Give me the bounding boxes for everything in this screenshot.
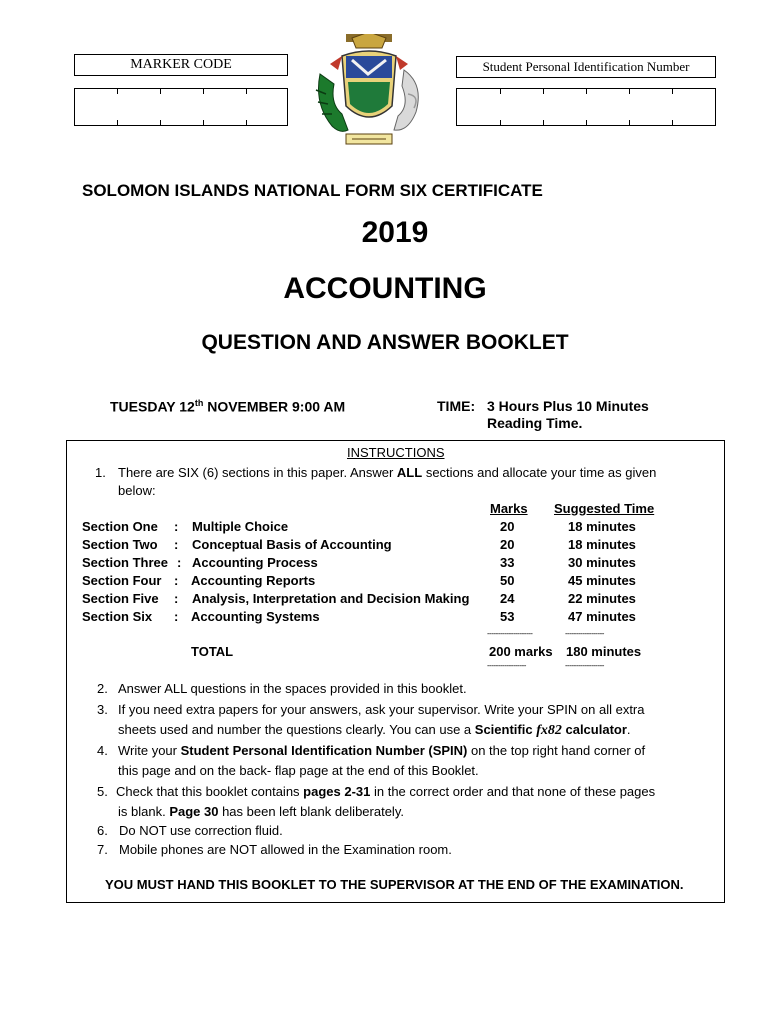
section-title: Accounting Process: [192, 555, 318, 570]
marker-code-field[interactable]: [74, 88, 288, 126]
section-marks: 24: [500, 591, 515, 606]
section-colon: :: [174, 537, 179, 552]
instruction-3-cont: sheets used and number the questions clearly. You can use a Scientific fx82 calculator.: [118, 722, 631, 738]
instruction-3-number: 3.: [97, 702, 108, 717]
instruction-4: Write your Student Personal Identification Number (SPIN) on the top right hand corner of: [118, 743, 646, 758]
instruction-5-cont: is blank. Page 30 has been left blank deliberately.: [118, 804, 404, 819]
spin-label: Student Personal Identification Number: [456, 56, 716, 78]
instruction-1: There are SIX (6) sections in this paper. Answer ALL sections and allocate your time as given: [118, 465, 657, 480]
instruction-1-cont: below:: [118, 483, 156, 498]
section-marks: 20: [500, 519, 515, 534]
instruction-4-number: 4.: [97, 743, 108, 758]
section-title: Accounting Systems: [191, 609, 320, 624]
section-time: 18 minutes: [568, 519, 636, 534]
section-name: Section Three: [82, 555, 168, 570]
instruction-3: If you need extra papers for your answers, ask your supervisor. Write your SPIN on all extra: [118, 702, 645, 717]
total-label: TOTAL: [191, 644, 234, 659]
section-time: 47 minutes: [568, 609, 636, 624]
section-colon: :: [174, 591, 179, 606]
marks-separator: ------------------: [487, 661, 526, 670]
total-marks: 200 marks: [489, 644, 553, 659]
marks-separator: ---------------------: [487, 629, 533, 638]
section-title: Analysis, Interpretation and Decision Making: [192, 591, 470, 606]
section-title: Multiple Choice: [192, 519, 289, 534]
section-marks: 50: [500, 573, 515, 588]
section-name: Section Four: [82, 573, 162, 588]
marks-column-header: Marks: [490, 501, 528, 516]
section-time: 22 minutes: [568, 591, 636, 606]
instruction-6-number: 6.: [97, 823, 108, 838]
section-name: Section One: [82, 519, 158, 534]
instruction-1-number: 1.: [95, 465, 106, 480]
booklet-title: QUESTION AND ANSWER BOOKLET: [201, 331, 569, 354]
subject-title: ACCOUNTING: [283, 272, 487, 305]
spin-field[interactable]: [456, 88, 716, 126]
instructions-box: [66, 440, 725, 903]
section-time: 18 minutes: [568, 537, 636, 552]
instruction-2: Answer ALL questions in the spaces provided in this booklet.: [118, 681, 467, 696]
total-time: 180 minutes: [566, 644, 642, 659]
section-colon: :: [174, 573, 179, 588]
section-marks: 53: [500, 609, 515, 624]
marker-code-label: MARKER CODE: [74, 54, 288, 76]
section-title: Conceptual Basis of Accounting: [192, 537, 392, 552]
section-marks: 20: [500, 537, 515, 552]
exam-date: TUESDAY 12th NOVEMBER 9:00 AM: [110, 398, 346, 415]
exam-duration: 3 Hours Plus 10 Minutes Reading Time.: [487, 398, 649, 431]
exam-year: 2019: [361, 216, 429, 249]
instruction-5: Check that this booklet contains pages 2-31 in the correct order and that none of these pages: [116, 784, 656, 799]
instruction-7-number: 7.: [97, 842, 108, 857]
time-separator: ------------------: [565, 629, 604, 638]
coat-of-arms-logo: [312, 34, 426, 150]
section-name: Section Two: [82, 537, 158, 552]
section-time: 45 minutes: [568, 573, 636, 588]
section-marks: 33: [500, 555, 515, 570]
section-name: Section Five: [82, 591, 159, 606]
exam-time-label: TIME:: [437, 398, 476, 414]
instruction-5-number: 5.: [97, 784, 108, 799]
hand-in-notice: YOU MUST HAND THIS BOOKLET TO THE SUPERVISOR AT THE END OF THE EXAMINATION.: [105, 877, 684, 892]
time-separator: ------------------: [565, 661, 604, 670]
section-colon: :: [177, 555, 182, 570]
certificate-title: SOLOMON ISLANDS NATIONAL FORM SIX CERTIFICATE: [82, 181, 543, 200]
instruction-6: Do NOT use correction fluid.: [119, 823, 283, 838]
section-title: Accounting Reports: [191, 573, 316, 588]
section-name: Section Six: [82, 609, 153, 624]
section-colon: :: [174, 519, 179, 534]
instruction-4-cont: this page and on the back- flap page at the end of this Booklet.: [118, 763, 479, 778]
instruction-2-number: 2.: [97, 681, 108, 696]
section-time: 30 minutes: [568, 555, 636, 570]
instruction-7: Mobile phones are NOT allowed in the Examination room.: [119, 842, 452, 857]
time-column-header: Suggested Time: [554, 501, 655, 516]
crest-shark: [394, 70, 418, 130]
section-colon: :: [174, 609, 179, 624]
instructions-heading: INSTRUCTIONS: [347, 445, 445, 460]
